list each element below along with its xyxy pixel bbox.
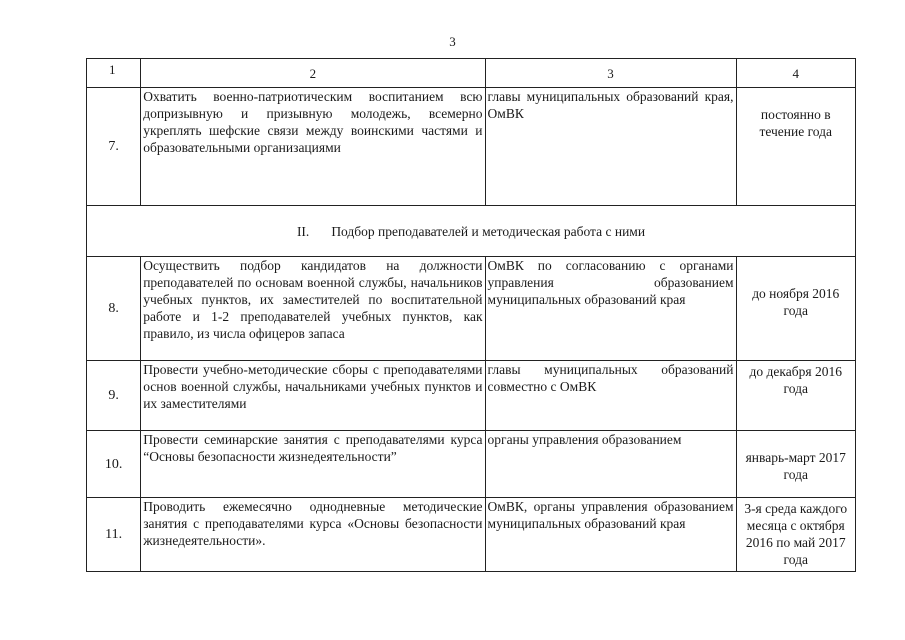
row-action: Осуществить подбор кандидатов на должности преподавателей по основам военной службы, начальников учебных пунктов, их заместителей по воспитательной работе и 1-2 преподавателей учебных пунктов, как правило, из числа офицеров запаса [141,257,485,361]
row-action: Провести учебно-методические сборы с преподавателями основ военной службы, начальниками учебных пунктов и их заместителями [141,361,485,431]
header-cell-3: 3 [485,59,736,88]
table-row [87,498,856,572]
row-action: Провести семинарские занятия с преподавателями курса “Основы безопасности жизнедеятельности” [141,431,485,498]
row-term: 3-я среда каждого месяца с октября 2016 по май 2017 года [736,498,856,572]
table-row [87,431,856,498]
section-heading [87,206,856,257]
row-responsible: органы управления образованием [485,431,736,498]
page-number: 3 [449,34,456,49]
row-action: Охватить военно-патриотическим воспитанием всю допризывную и призывную молодежь, всемерно укреплять шефские связи между воинскими частями и образовательными организациями [141,88,485,206]
header-cell-2: 2 [141,59,485,88]
row-responsible: главы муниципальных образований края, ОмВК [485,88,736,206]
row-responsible: ОмВК, органы управления образованием муниципальных образований края [485,498,736,572]
header-cell-1: 1 [87,59,141,88]
header-cell-4: 4 [736,59,856,88]
row-responsible: ОмВК по согласованию с органами управления образованием муниципальных образований края [485,257,736,361]
row-term: до ноября 2016 года [736,257,856,361]
row-number: 9. [87,361,141,431]
section-numeral: II. [296,223,310,239]
row-responsible: главы муниципальных образований совместно с ОмВК [485,361,736,431]
row-number: 10. [87,431,141,498]
table-header-row [87,59,856,88]
table-row [87,257,856,361]
measures-table [86,58,856,572]
section-title: Подбор преподавателей и методическая работа с ними [331,223,646,239]
section-row [87,206,856,257]
row-term: постоянно в течение года [736,88,856,206]
row-number: 7. [87,88,141,206]
row-number: 11. [87,498,141,572]
row-action: Проводить ежемесячно однодневные методические занятия с преподавателями курса «Основы безопасности жизнедеятельности». [141,498,485,572]
row-term: январь-март 2017 года [736,431,856,498]
table-row [87,88,856,206]
row-number: 8. [87,257,141,361]
row-term: до декабря 2016 года [736,361,856,431]
table-row [87,361,856,431]
